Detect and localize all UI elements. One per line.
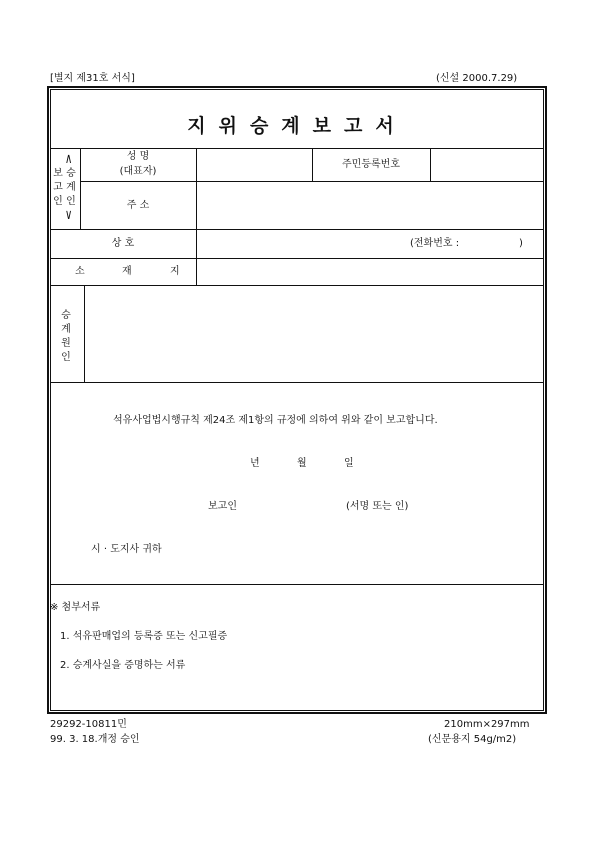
enactment-date: (신설 2000.7.29) [436,73,518,84]
divider [196,148,197,285]
name-label: 성 명 [126,151,150,162]
reporter-label: 보고인 [208,501,237,512]
paper-type: (신문용지 54g/m2) [428,734,517,745]
form-code: 29292-10811민 [50,719,127,730]
group-label-char: 승 [66,168,76,179]
reporter-group-label [52,151,78,225]
rrn-label: 주민등록번호 [342,159,400,170]
approval-note: 99. 3. 18.개정 승인 [50,734,140,745]
phone-label: (전화번호 : [410,238,460,249]
phone-field[interactable] [470,233,518,253]
location-label-char: 재 [122,266,132,277]
page-title: 지위승계보고서 [187,115,407,137]
divider [50,148,544,149]
reporter-signature-field[interactable] [245,496,335,516]
succession-reason-field[interactable] [86,287,542,380]
divider [50,382,544,383]
attachment-item: 1. 석유판매업의 등록증 또는 신고필증 [60,631,228,642]
day-label: 일 [344,458,354,469]
address-label: 주 소 [126,200,150,211]
location-label-char: 소 [75,266,85,277]
divider [50,285,544,286]
location-label-char: 지 [170,266,180,277]
name-field[interactable] [198,150,310,179]
group-label-char: 인 [53,196,63,207]
attachments-heading: ※ 첨부서류 [50,602,101,613]
divider [50,229,544,230]
declaration-statement: 석유사업법시행규칙 제24조 제1항의 규정에 의하여 위와 같이 보고합니다. [113,415,438,426]
reason-label-char: 계 [61,324,71,335]
trade-name-field[interactable] [198,231,398,256]
representative-label: (대표자) [119,166,157,177]
month-label: 월 [297,458,307,469]
signature-label: (서명 또는 인) [346,501,409,512]
reason-label-char: 승 [61,310,71,321]
reason-label-char: 원 [61,338,71,349]
group-label-char: 계 [66,182,76,193]
divider [80,181,544,182]
address-field[interactable] [198,183,542,227]
phone-close: ) [519,238,523,249]
location-field[interactable] [198,260,542,283]
group-label-char: 고 [53,182,63,193]
paper-size: 210mm×297mm [444,719,530,730]
rrn-field[interactable] [432,150,542,179]
group-label-char: 인 [66,196,76,207]
year-label: 년 [250,458,260,469]
divider [84,285,85,382]
group-label-char: 보 [53,168,63,179]
divider [430,148,431,181]
trade-name-label: 상 호 [111,238,135,249]
divider [50,258,544,259]
bracket-top-icon: ∧ [65,151,73,167]
attachment-item: 2. 승계사실을 증명하는 서류 [60,660,186,671]
form-number: [별지 제31호 서식] [50,73,135,84]
bracket-bottom-icon: ∨ [65,207,73,223]
reason-label-char: 인 [61,352,71,363]
addressee: 시 · 도지사 귀하 [91,544,162,555]
divider [50,584,544,585]
